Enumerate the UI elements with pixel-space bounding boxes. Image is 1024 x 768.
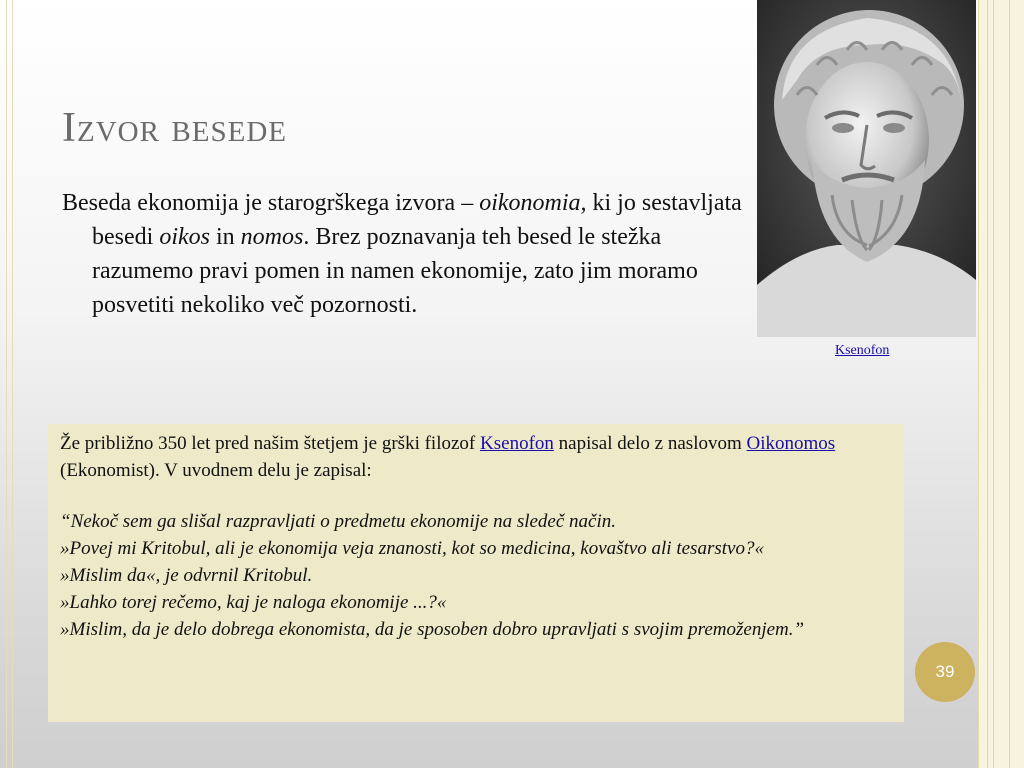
frame-line — [987, 0, 988, 768]
box-intro-paragraph — [60, 430, 892, 484]
intro-text — [62, 186, 752, 322]
ksenofon-link[interactable]: Ksenofon — [480, 433, 554, 454]
intro-text-4: . Brez poznavanja teh besed le stežka razumemo pravi pomen in namen ekonomije, zato jim moramo posvetiti nekoliko več pozornosti. — [92, 224, 698, 318]
quote-line: »Lahko torej rečemo, kaj je naloga ekonomije ...?« — [60, 592, 447, 613]
quote-line: »Mislim da«, je odvrnil Kritobul. — [60, 565, 313, 586]
box-text-1: Že približno 350 let pred našim štetjem je grški filozof — [60, 433, 481, 454]
frame-left-outer — [6, 0, 7, 768]
frame-right — [978, 0, 1024, 768]
term-oikos: oikos — [159, 224, 210, 250]
frame-left-inner — [12, 0, 13, 768]
slide-title: Izvor besede — [62, 105, 287, 151]
oikonomos-link[interactable]: Oikonomos — [746, 433, 836, 454]
page-number-badge: 39 — [915, 642, 975, 702]
term-oikonomia: oikonomia, — [479, 190, 587, 216]
intro-text-2: ki jo sestavljata besedi — [92, 190, 742, 250]
image-caption-link[interactable]: Ksenofon — [835, 343, 890, 358]
spacer — [60, 484, 892, 508]
quote-line: »Mislim, da je delo dobrega ekonomista, da je sposoben dobro upravljati s svojim premoženjem.” — [60, 619, 805, 640]
quote-line: “Nekoč sem ga slišal razpravljati o predmetu ekonomije na sledeč način. — [60, 511, 617, 532]
quote-box — [48, 424, 904, 722]
box-text-2: napisal delo z naslovom — [553, 433, 747, 454]
intro-text-1: Beseda ekonomija je starogrškega izvora – — [62, 190, 480, 216]
box-text-3: (Ekonomist). V uvodnem delu je zapisal: — [60, 460, 372, 481]
frame-line — [993, 0, 994, 768]
intro-text-3: in — [209, 224, 241, 250]
intro-paragraph — [62, 186, 752, 322]
frame-line — [1009, 0, 1010, 768]
term-nomos: nomos — [240, 224, 304, 250]
xenophon-portrait-image — [757, 0, 976, 337]
quote-line: »Povej mi Kritobul, ali je ekonomija veja znanosti, kot so medicina, kovaštvo ali tesarstvo?« — [60, 538, 764, 559]
